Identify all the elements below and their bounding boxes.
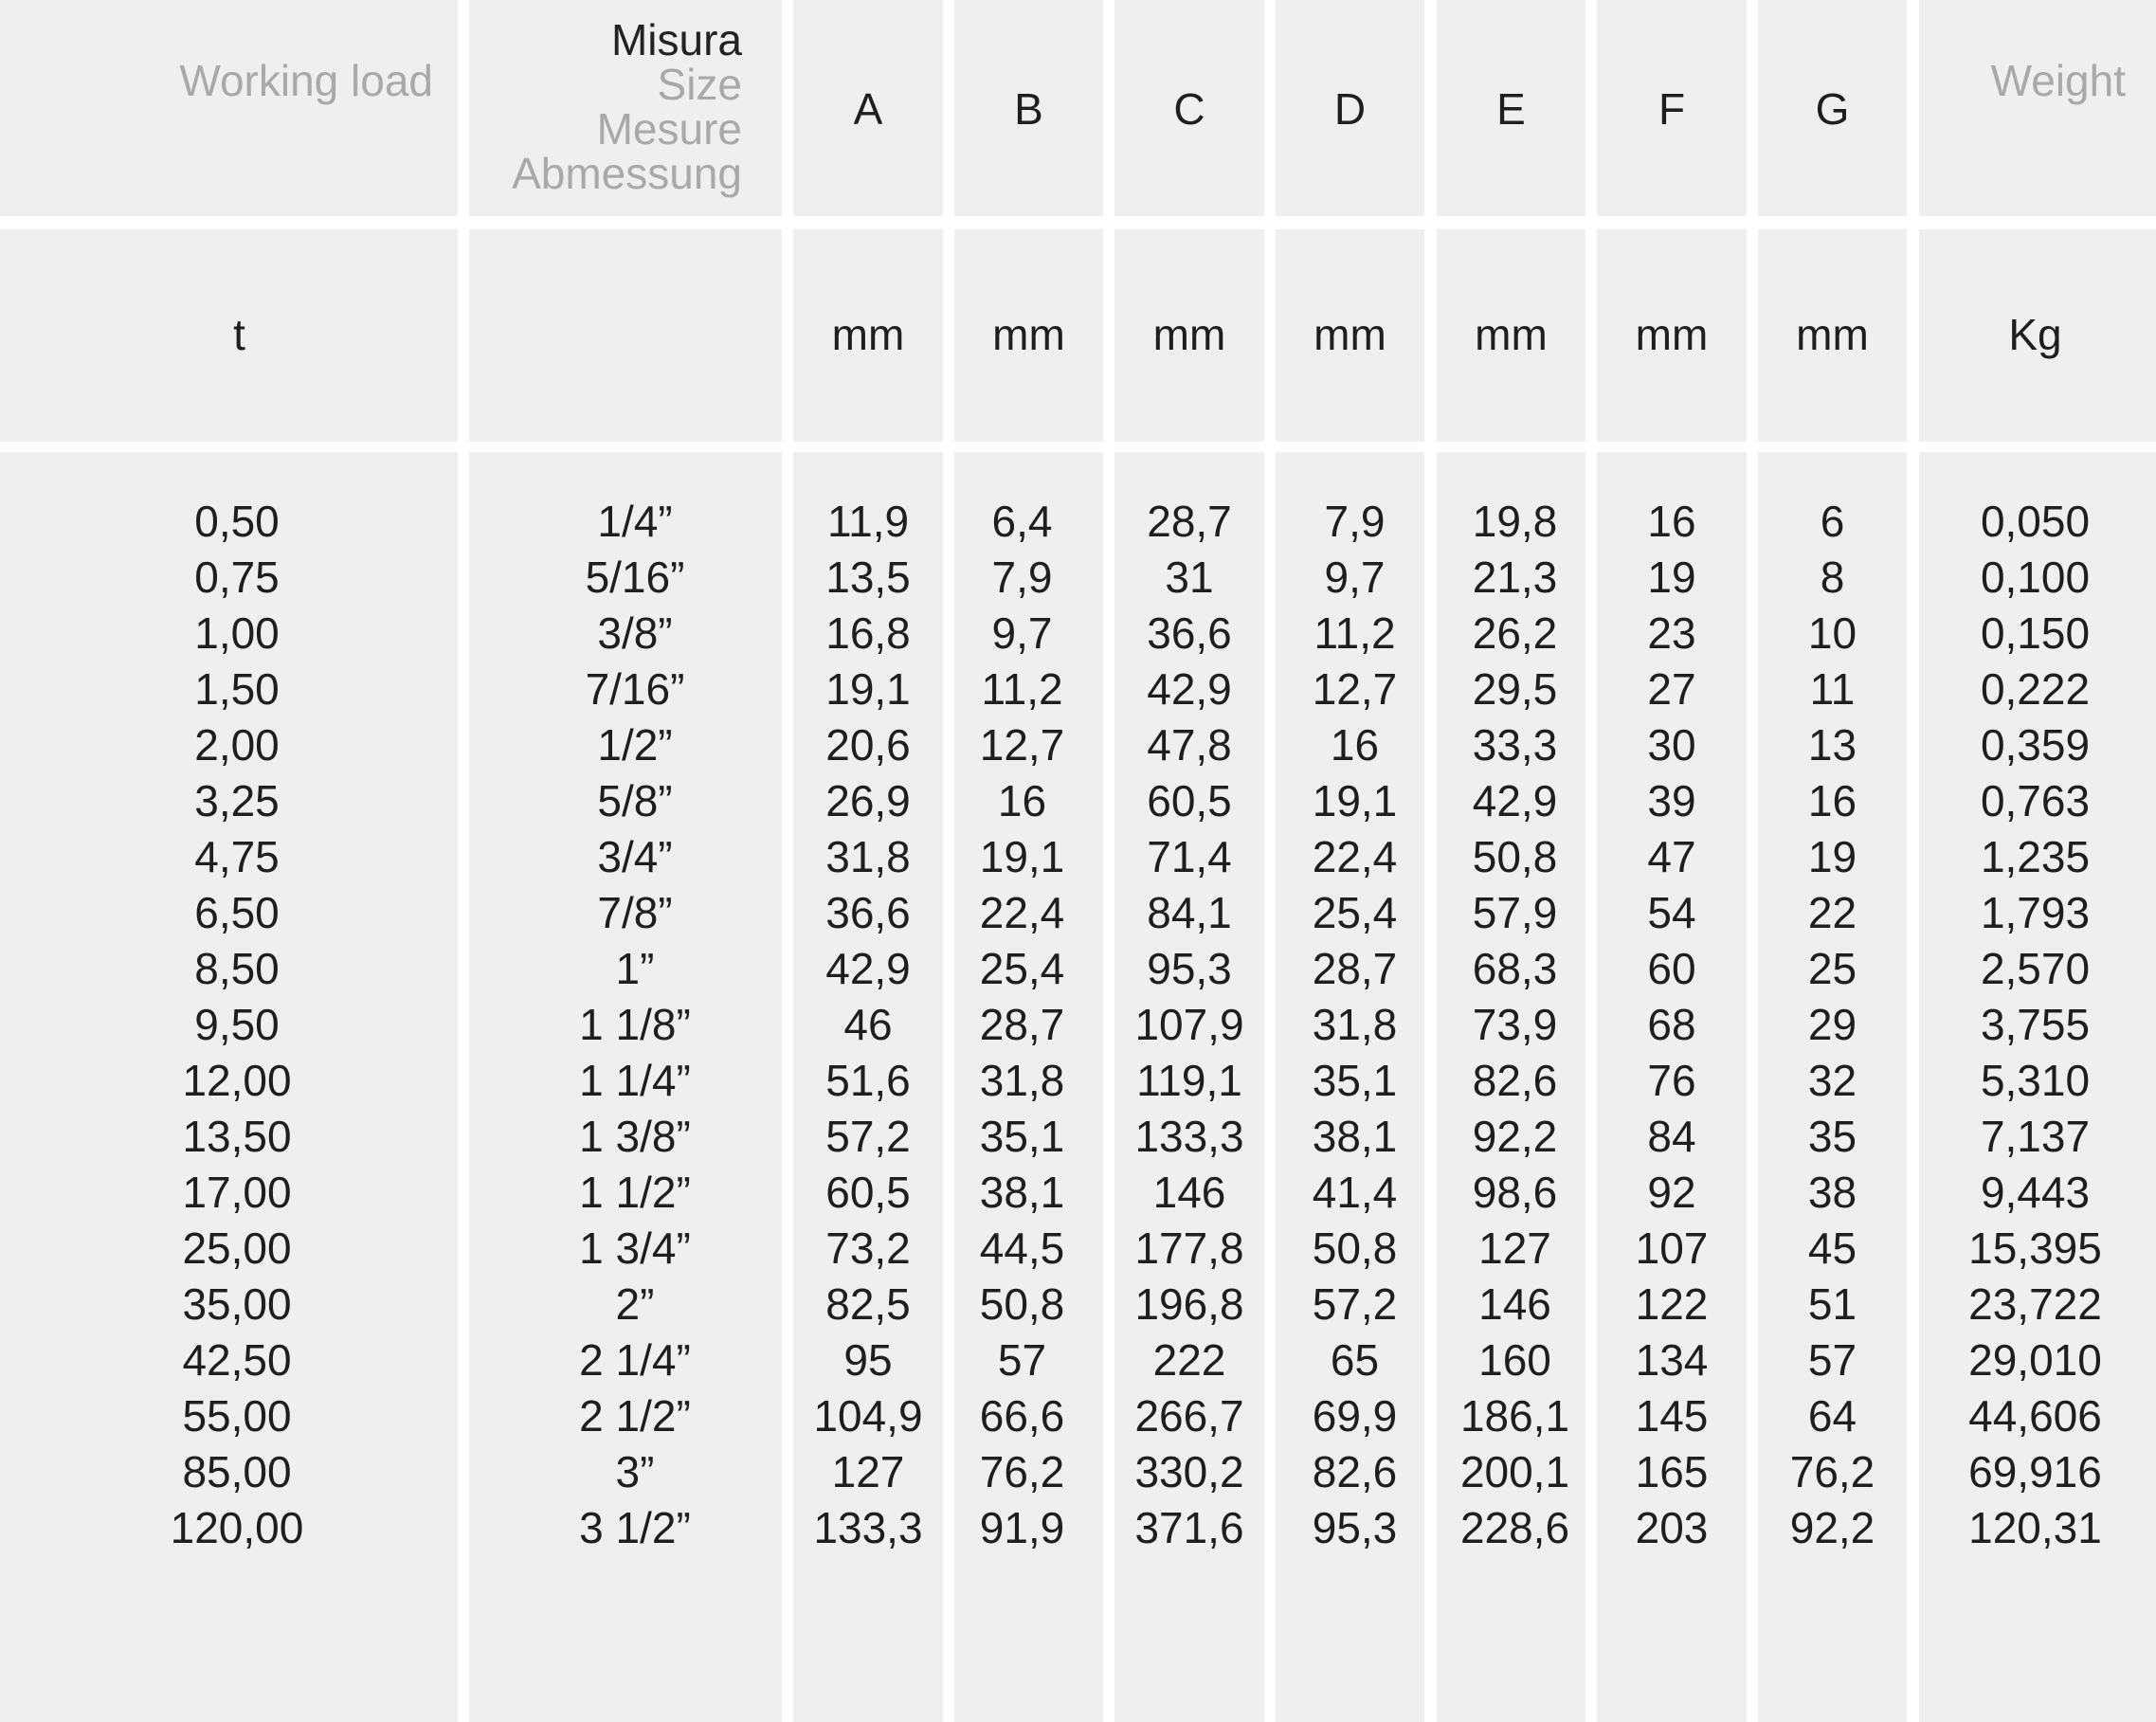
cell-a: 31,8 (825, 832, 911, 881)
cell-b: 22,4 (979, 888, 1065, 937)
cell-g: 19 (1807, 832, 1857, 881)
cell-c: 133,3 (1134, 1112, 1244, 1161)
cell-f: 39 (1647, 776, 1696, 825)
cell-working-load: 0,75 (194, 553, 280, 602)
cell-e: 186,1 (1459, 1391, 1570, 1441)
cell-b: 76,2 (979, 1447, 1065, 1496)
cell-size: 1 1/2” (579, 1168, 691, 1217)
unit-weight: Kg (2008, 310, 2062, 359)
col-e (1437, 497, 1593, 1559)
cell-c: 31 (1165, 553, 1214, 602)
cell-weight: 0,222 (1980, 664, 2091, 714)
cell-a: 36,6 (825, 888, 911, 937)
cell-b: 35,1 (979, 1112, 1065, 1161)
cell-c: 28,7 (1147, 497, 1232, 546)
cell-b: 7,9 (991, 553, 1053, 602)
cell-size: 1/4” (597, 497, 673, 546)
cell-e: 57,9 (1472, 888, 1558, 937)
cell-size: 1 3/8” (579, 1112, 691, 1161)
cell-c: 84,1 (1147, 888, 1232, 937)
cell-f: 203 (1635, 1503, 1709, 1552)
cell-f: 165 (1635, 1447, 1709, 1496)
cell-d: 41,4 (1312, 1168, 1398, 1217)
cell-d: 69,9 (1312, 1391, 1398, 1441)
cell-weight: 0,100 (1980, 553, 2091, 602)
col-a (793, 497, 943, 1559)
cell-b: 28,7 (979, 1000, 1065, 1049)
cell-weight: 2,570 (1980, 944, 2091, 993)
cell-b: 12,7 (979, 720, 1065, 770)
unit-g: mm (1796, 310, 1869, 359)
cell-g: 13 (1807, 720, 1857, 770)
cell-size: 2 1/2” (579, 1391, 691, 1441)
cell-g: 6 (1820, 497, 1845, 546)
col-size (493, 497, 777, 1559)
cell-d: 7,9 (1324, 497, 1386, 546)
cell-g: 57 (1807, 1335, 1857, 1385)
unit-a: mm (831, 310, 905, 359)
unit-working-load: t (233, 310, 245, 359)
cell-weight: 0,150 (1980, 608, 2091, 658)
cell-size: 1/2” (597, 720, 673, 770)
cell-e: 42,9 (1472, 776, 1558, 825)
cell-g: 25 (1807, 944, 1857, 993)
cell-g: 29 (1807, 1000, 1857, 1049)
cell-d: 28,7 (1312, 944, 1398, 993)
unit-f: mm (1635, 310, 1709, 359)
cell-f: 16 (1647, 497, 1696, 546)
col-d (1280, 497, 1429, 1559)
cell-weight: 7,137 (1980, 1112, 2091, 1161)
cell-g: 32 (1807, 1056, 1857, 1105)
cell-f: 92 (1647, 1168, 1696, 1217)
cell-c: 107,9 (1134, 1000, 1244, 1049)
cell-d: 16 (1330, 720, 1380, 770)
cell-c: 47,8 (1147, 720, 1232, 770)
cell-b: 44,5 (979, 1224, 1065, 1273)
header-size-cell (469, 0, 782, 216)
cell-weight: 44,606 (1968, 1391, 2102, 1441)
col-weight (1924, 497, 2147, 1559)
cell-a: 11,9 (826, 497, 910, 546)
cell-c: 266,7 (1134, 1391, 1244, 1441)
header-e-cell (1437, 0, 1585, 216)
col-b (945, 497, 1099, 1559)
header-a-cell (793, 0, 943, 216)
cell-g: 11 (1809, 664, 1856, 714)
cell-c: 330,2 (1134, 1447, 1244, 1496)
cell-a: 16,8 (825, 608, 911, 658)
unit-c: mm (1152, 310, 1226, 359)
cell-working-load: 17,00 (182, 1168, 292, 1217)
header-c: C (1173, 84, 1205, 134)
cell-e: 228,6 (1459, 1503, 1570, 1552)
header-a: A (853, 84, 883, 134)
cell-g: 76,2 (1789, 1447, 1875, 1496)
cell-d: 25,4 (1312, 888, 1398, 937)
header-b: B (1014, 84, 1043, 134)
cell-e: 50,8 (1472, 832, 1558, 881)
cell-size: 2 1/4” (579, 1335, 691, 1385)
unit-size-cell (469, 229, 782, 442)
col-g (1758, 497, 1907, 1559)
cell-working-load: 2,00 (194, 720, 280, 770)
cell-c: 119,1 (1136, 1056, 1242, 1105)
cell-d: 31,8 (1312, 1000, 1398, 1049)
cell-d: 9,7 (1324, 553, 1386, 602)
cell-weight: 0,050 (1980, 497, 2091, 546)
cell-d: 12,7 (1312, 664, 1398, 714)
cell-working-load: 9,50 (194, 1000, 280, 1049)
cell-a: 51,6 (825, 1056, 911, 1105)
cell-e: 19,8 (1472, 497, 1558, 546)
cell-g: 92,2 (1789, 1503, 1875, 1552)
cell-d: 95,3 (1312, 1503, 1398, 1552)
cell-f: 107 (1635, 1224, 1709, 1273)
cell-g: 8 (1820, 553, 1845, 602)
cell-size: 7/8” (597, 888, 673, 937)
header-b-cell (954, 0, 1103, 216)
cell-b: 57 (997, 1335, 1047, 1385)
cell-f: 84 (1647, 1112, 1696, 1161)
cell-e: 26,2 (1472, 608, 1558, 658)
cell-d: 82,6 (1312, 1447, 1398, 1496)
cell-weight: 5,310 (1980, 1056, 2091, 1105)
cell-f: 27 (1647, 664, 1696, 714)
cell-c: 95,3 (1147, 944, 1232, 993)
cell-b: 6,4 (991, 497, 1053, 546)
cell-f: 23 (1647, 608, 1696, 658)
cell-size: 7/16” (585, 664, 685, 714)
cell-working-load: 35,00 (182, 1279, 292, 1329)
cell-f: 54 (1647, 888, 1696, 937)
cell-c: 36,6 (1147, 608, 1232, 658)
cell-size: 5/8” (597, 776, 673, 825)
cell-b: 66,6 (979, 1391, 1065, 1441)
cell-c: 177,8 (1134, 1224, 1244, 1273)
header-c-cell (1114, 0, 1264, 216)
cell-g: 45 (1807, 1224, 1857, 1273)
header-size-abmessung: Abmessung (512, 149, 742, 198)
header-size-mesure: Mesure (596, 104, 742, 154)
cell-size: 1 1/4” (579, 1056, 691, 1105)
cell-d: 38,1 (1312, 1112, 1398, 1161)
cell-c: 222 (1152, 1335, 1226, 1385)
cell-working-load: 1,50 (194, 664, 280, 714)
header-d: D (1333, 84, 1367, 134)
cell-weight: 69,916 (1968, 1447, 2102, 1496)
cell-size: 3 1/2” (579, 1503, 691, 1552)
cell-d: 65 (1330, 1335, 1380, 1385)
cell-c: 60,5 (1147, 776, 1232, 825)
cell-size: 5/16” (585, 553, 685, 602)
cell-d: 57,2 (1312, 1279, 1398, 1329)
cell-e: 29,5 (1472, 664, 1558, 714)
unit-b: mm (992, 310, 1065, 359)
cell-a: 26,9 (825, 776, 911, 825)
cell-size: 3” (615, 1447, 655, 1496)
cell-b: 25,4 (979, 944, 1065, 993)
cell-working-load: 8,50 (194, 944, 280, 993)
header-size-stack (512, 15, 742, 198)
cell-working-load: 4,75 (194, 832, 280, 881)
header-g: G (1815, 84, 1850, 134)
cell-e: 33,3 (1472, 720, 1558, 770)
cell-a: 42,9 (825, 944, 911, 993)
cell-b: 91,9 (979, 1503, 1065, 1552)
cell-size: 2” (615, 1279, 655, 1329)
cell-g: 64 (1807, 1391, 1857, 1441)
col-f (1597, 497, 1747, 1559)
cell-d: 50,8 (1312, 1224, 1398, 1273)
unit-d: mm (1314, 310, 1386, 359)
cell-working-load: 13,50 (182, 1112, 292, 1161)
header-working-load: Working load (179, 56, 433, 105)
cell-d: 22,4 (1312, 832, 1398, 881)
header-g-cell (1758, 0, 1907, 216)
cell-f: 76 (1647, 1056, 1696, 1105)
cell-e: 146 (1478, 1279, 1551, 1329)
header-weight: Weight (1990, 56, 2126, 105)
cell-b: 11,2 (981, 664, 1063, 714)
cell-weight: 0,359 (1980, 720, 2091, 770)
cell-a: 104,9 (813, 1391, 923, 1441)
header-e: E (1496, 84, 1526, 134)
col-working-load (47, 497, 426, 1559)
cell-g: 51 (1807, 1279, 1857, 1329)
cell-working-load: 25,00 (182, 1224, 292, 1273)
cell-a: 46 (843, 1000, 893, 1049)
cell-b: 50,8 (979, 1279, 1065, 1329)
cell-working-load: 120,00 (170, 1503, 304, 1552)
cell-f: 68 (1647, 1000, 1696, 1049)
cell-f: 47 (1647, 832, 1696, 881)
cell-b: 19,1 (979, 832, 1065, 881)
cell-c: 371,6 (1134, 1503, 1244, 1552)
cell-working-load: 1,00 (194, 608, 280, 658)
cell-f: 60 (1647, 944, 1696, 993)
cell-a: 20,6 (825, 720, 911, 770)
cell-e: 200,1 (1459, 1447, 1570, 1496)
cell-f: 122 (1635, 1279, 1709, 1329)
cell-weight: 1,235 (1980, 832, 2091, 881)
header-d-cell (1276, 0, 1424, 216)
cell-weight: 29,010 (1968, 1335, 2102, 1385)
cell-a: 127 (831, 1447, 905, 1496)
cell-weight: 0,763 (1980, 776, 2091, 825)
cell-weight: 120,31 (1968, 1503, 2102, 1552)
header-working-load-cell (0, 0, 458, 216)
cell-g: 16 (1807, 776, 1857, 825)
header-weight-cell (1919, 0, 2156, 216)
cell-size: 1 1/8” (579, 1000, 691, 1049)
cell-working-load: 42,50 (182, 1335, 292, 1385)
cell-working-load: 3,25 (194, 776, 280, 825)
col-c (1114, 497, 1264, 1559)
cell-a: 82,5 (825, 1279, 911, 1329)
cell-d: 19,1 (1312, 776, 1398, 825)
cell-e: 98,6 (1472, 1168, 1558, 1217)
cell-g: 35 (1807, 1112, 1857, 1161)
cell-a: 73,2 (825, 1224, 911, 1273)
cell-e: 73,9 (1472, 1000, 1558, 1049)
cell-working-load: 12,00 (182, 1056, 292, 1105)
cell-a: 133,3 (813, 1503, 923, 1552)
header-f-cell (1597, 0, 1747, 216)
cell-b: 16 (997, 776, 1047, 825)
cell-g: 10 (1807, 608, 1857, 658)
cell-weight: 1,793 (1980, 888, 2091, 937)
cell-a: 57,2 (825, 1112, 911, 1161)
cell-f: 134 (1635, 1335, 1709, 1385)
cell-b: 38,1 (979, 1168, 1065, 1217)
cell-e: 160 (1478, 1335, 1551, 1385)
cell-a: 95 (843, 1335, 893, 1385)
cell-a: 60,5 (825, 1168, 911, 1217)
cell-f: 19 (1647, 553, 1696, 602)
cell-a: 19,1 (825, 664, 911, 714)
cell-c: 42,9 (1147, 664, 1232, 714)
cell-e: 68,3 (1472, 944, 1558, 993)
cell-weight: 3,755 (1980, 1000, 2091, 1049)
cell-b: 31,8 (979, 1056, 1065, 1105)
cell-working-load: 0,50 (194, 497, 280, 546)
cell-size: 3/8” (597, 608, 673, 658)
cell-working-load: 85,00 (182, 1447, 292, 1496)
cell-e: 127 (1478, 1224, 1551, 1273)
cell-d: 35,1 (1312, 1056, 1398, 1105)
cell-size: 1” (615, 944, 655, 993)
cell-c: 146 (1152, 1168, 1226, 1217)
cell-weight: 9,443 (1980, 1168, 2091, 1217)
cell-c: 71,4 (1147, 832, 1232, 881)
cell-e: 92,2 (1472, 1112, 1558, 1161)
cell-a: 13,5 (825, 553, 911, 602)
cell-weight: 23,722 (1968, 1279, 2102, 1329)
cell-working-load: 6,50 (194, 888, 280, 937)
cell-size: 1 3/4” (579, 1224, 691, 1273)
cell-d: 11,2 (1314, 608, 1396, 658)
header-f: F (1658, 84, 1686, 134)
unit-e: mm (1475, 310, 1548, 359)
header-size-size: Size (657, 60, 742, 109)
cell-g: 38 (1807, 1168, 1857, 1217)
cell-f: 145 (1635, 1391, 1709, 1441)
cell-b: 9,7 (991, 608, 1053, 658)
cell-c: 196,8 (1134, 1279, 1244, 1329)
cell-size: 3/4” (597, 832, 673, 881)
cell-e: 82,6 (1472, 1056, 1558, 1105)
header-size-misura: Misura (610, 15, 742, 64)
cell-weight: 15,395 (1968, 1224, 2102, 1273)
cell-f: 30 (1647, 720, 1696, 770)
cell-g: 22 (1807, 888, 1857, 937)
cell-working-load: 55,00 (182, 1391, 292, 1441)
cell-e: 21,3 (1472, 553, 1558, 602)
